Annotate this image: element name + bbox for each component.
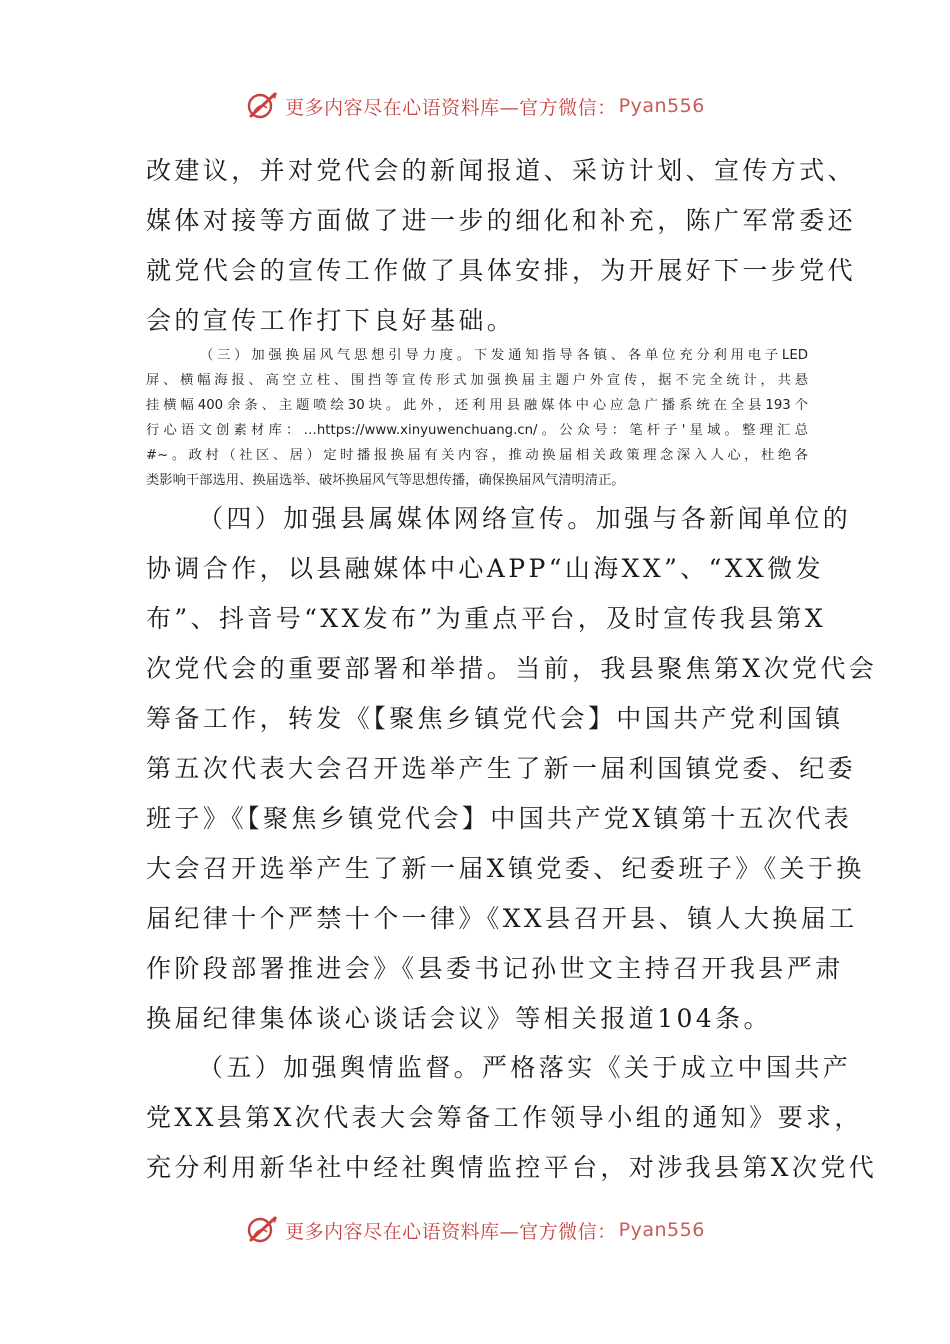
watermark-text: 更多内容尽在心语资料库—官方微信：: [285, 1220, 617, 1243]
section-five-heading-line: （五）加强舆情监督。严格落实《关于成立中国共产: [198, 1053, 852, 1082]
watermark-wechat: Pyan556: [618, 1219, 705, 1241]
body-line: 布”、抖音号“XX发布”为重点平台，及时宣传我县第X: [146, 604, 827, 633]
body-line: 班子》《【聚焦乡镇党代会】中国共产党X镇第十五次代表: [146, 804, 853, 833]
watermark-text: 更多内容尽在心语资料库—官方微信：: [285, 96, 617, 119]
small-line: 行心语文创素材库：…https://www.xinyuwenchuang.cn/。公众号：笔杆子'星域。整理汇总: [146, 423, 808, 438]
body-line: 大会召开选举产生了新一届X镇党委、纪委班子》《关于换: [146, 854, 865, 883]
body-line: 换届纪律集体谈心谈话会议》等相关报道104条。: [146, 1004, 772, 1033]
body-line: 协调合作，以县融媒体中心APP“山海XX”、“XX微发: [146, 554, 825, 583]
body-line: 充分利用新华社中经社舆情监控平台，对涉我县第X次党代: [146, 1153, 878, 1182]
watermark-wechat: Pyan556: [618, 95, 705, 117]
body-line: 次党代会的重要部署和举措。当前，我县聚焦第X次党代会: [146, 654, 878, 683]
body-line: 第五次代表大会召开选举产生了新一届利国镇党委、纪委: [146, 754, 857, 783]
watermark-banner-bottom: [0, 1210, 950, 1250]
body-line: 会的宣传工作打下良好基础。: [146, 306, 516, 335]
body-line: 媒体对接等方面做了进一步的细化和补充，陈广军常委还: [146, 206, 857, 235]
section-four-heading-line: （四）加强县属媒体网络宣传。加强与各新闻单位的: [198, 504, 852, 533]
small-line: 类影响干部选用、换届选举、破坏换届风气等思想传播，确保换届风气清明清正。: [146, 473, 625, 488]
small-line: 屏、横幅海报、高空立柱、围挡等宣传形式加强换届主题户外宣传，据不完全统计，共悬: [146, 373, 808, 388]
body-line: 改建议，并对党代会的新闻报道、采访计划、宣传方式、: [146, 156, 857, 185]
small-line: #~。政村（社区、居）定时播报换届有关内容，推动换届相关政策理念深入人心，杜绝各: [146, 448, 808, 463]
watermark-banner-top: [0, 86, 950, 126]
body-line: 届纪律十个严禁十个一律》《XX县召开县、镇人大换届工: [146, 904, 858, 933]
body-line: 党XX县第X次代表大会筹备工作领导小组的通知》要求，: [146, 1103, 863, 1132]
body-line: 作阶段部署推进会》《县委书记孙世文主持召开我县严肃: [146, 954, 844, 983]
pen-logo-icon: [245, 90, 281, 122]
small-line: （三）加强换届风气思想引导力度。下发通知指导各镇、各单位充分利用电子LED: [200, 348, 808, 363]
body-line: 就党代会的宣传工作做了具体安排，为开展好下一步党代: [146, 256, 857, 285]
body-line: 筹备工作，转发《【聚焦乡镇党代会】中国共产党利国镇: [146, 704, 844, 733]
pen-logo-icon: [245, 1214, 281, 1246]
small-line: 挂横幅400余条、主题喷绘30块。此外，还利用县融媒体中心应急广播系统在全县193个: [146, 398, 808, 413]
